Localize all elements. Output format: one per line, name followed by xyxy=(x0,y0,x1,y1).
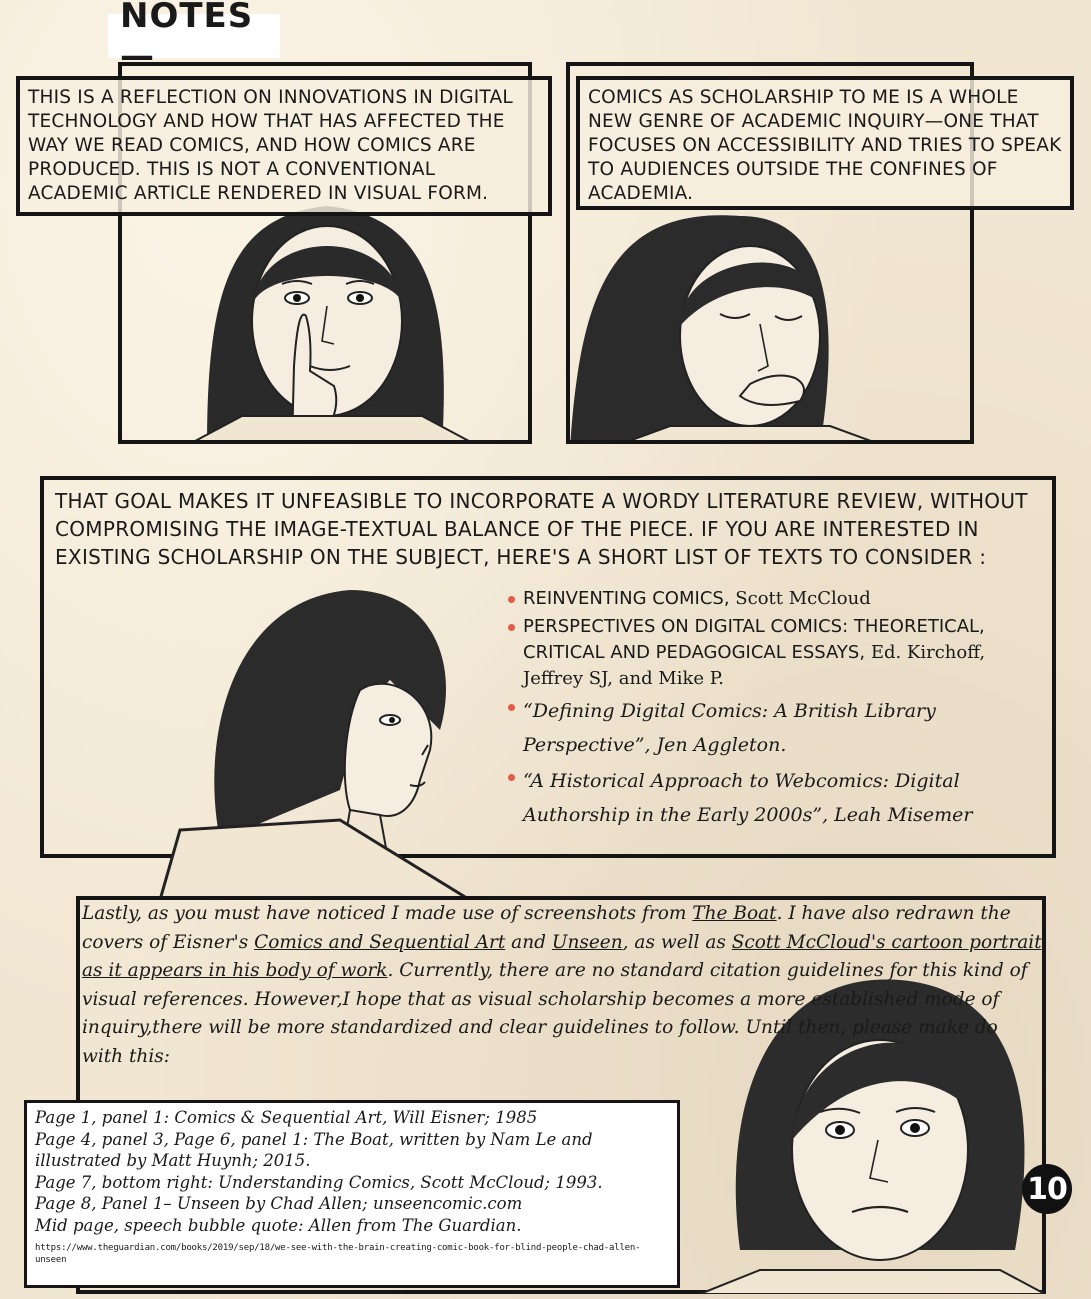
list-item xyxy=(505,586,1025,612)
panel-2-caption xyxy=(576,76,1074,210)
page-title xyxy=(108,0,280,76)
closing-title-the-boat: The Boat xyxy=(692,903,777,924)
references-box xyxy=(24,1100,680,1288)
panel-1-caption xyxy=(16,76,552,216)
reading-item-title: PERSPECTIVES ON DIGITAL COMICS: THEORETICAL, CRITICAL AND PEDAGOGICAL ESSAYS, xyxy=(523,616,985,663)
reference-item: Page 8, Panel 1– Unseen by Chad Allen; unseencomic.com xyxy=(35,1194,523,1213)
reading-item-title: “Defining Digital Comics: A British Library Perspective”, xyxy=(523,700,936,756)
list-item xyxy=(505,764,1025,832)
list-item xyxy=(505,694,1025,762)
panel-2-caption-text: COMICS AS SCHOLARSHIP TO ME IS A WHOLE NEW GENRE OF ACADEMIC INQUIRY—ONE THAT FOCUSES ON ACCESSIBILITY AND TRIES TO SPEAK TO AUDIENCES OUTSIDE THE CONFINES OF ACADEMIA. xyxy=(588,87,1062,204)
reading-item-author: Scott McCloud xyxy=(735,588,871,609)
closing-text: . I have also redrawn the covers of Eisner's xyxy=(82,903,1011,953)
reference-item: Mid page, speech bubble quote: Allen from The Guardian. xyxy=(35,1215,522,1235)
reading-item-author: Ed. Kirchoff, Jeffrey SJ, and Mike P. xyxy=(523,642,986,689)
reference-item: Page 4, panel 3, Page 6, panel 1: The Boat, written by Nam Le and illustrated by Matt Huynh; 2015. xyxy=(35,1129,593,1170)
page-number: 10 xyxy=(1027,1171,1067,1207)
list-item xyxy=(505,614,1025,692)
reference-item: Page 1, panel 1: Comics & Sequential Art, Will Eisner; 1985 xyxy=(35,1108,538,1127)
reference-url: https://www.theguardian.com/books/2019/sep/18/we-see-with-the-brain-creating-comic-book-for-blind-people-chad-allen-unseen xyxy=(35,1243,641,1265)
panel-3-intro: THAT GOAL MAKES IT UNFEASIBLE TO INCORPORATE A WORDY LITERATURE REVIEW, WITHOUT COMPROMISING THE IMAGE-TEXTUAL BALANCE OF THE PIECE. IF YOU ARE INTERESTED IN EXISTING SCHOLARSHIP ON THE SUBJECT, HERE'S A SHORT LIST OF TEXTS TO CONSIDER : xyxy=(55,489,1028,569)
closing-text: . Currently, there are no standard citation guidelines for this kind of visual references. However,I hope that as visual scholarship becomes a more established mode of inquiry,there will be more standardized and clear guidelines to follow. Until then, please make do with this: xyxy=(82,960,1028,1067)
page-number-badge xyxy=(1022,1164,1072,1214)
closing-text: and xyxy=(505,931,552,953)
closing-title-comics-and-sequential-art: Comics and Sequential Art xyxy=(254,931,506,953)
woman-profile-portrait xyxy=(140,580,500,900)
closing-text: , as well as xyxy=(622,931,732,953)
page-title-text: NOTES— xyxy=(120,0,254,76)
closing-text: Lastly, as you must have noticed I made use of screenshots from xyxy=(82,903,693,924)
closing-title-scott-mccloud: Scott McCloud's cartoon portrait as it appears in his body of work xyxy=(82,931,1042,981)
closing-title-unseen: Unseen xyxy=(551,931,623,953)
reading-item-title: “A Historical Approach to Webcomics: Digital Authorship in the Early 2000s”, xyxy=(523,770,960,826)
reading-item-title: REINVENTING COMICS, xyxy=(523,588,730,609)
reading-list xyxy=(505,586,1025,834)
panel-1-caption-text: THIS IS A REFLECTION ON INNOVATIONS IN DIGITAL TECHNOLOGY AND HOW THAT HAS AFFECTED THE WAY WE READ COMICS, AND HOW COMICS ARE PRODUCED. THIS IS NOT A CONVENTIONAL ACADEMIC ARTICLE RENDERED IN VISUAL FORM. xyxy=(28,87,513,204)
reading-item-author: Jen Aggleton. xyxy=(656,734,787,756)
reading-item-author: Leah Misemer xyxy=(834,804,973,826)
closing-paragraph xyxy=(82,900,1042,1071)
reference-item: Page 7, bottom right: Understanding Comics, Scott McCloud; 1993. xyxy=(35,1172,603,1192)
